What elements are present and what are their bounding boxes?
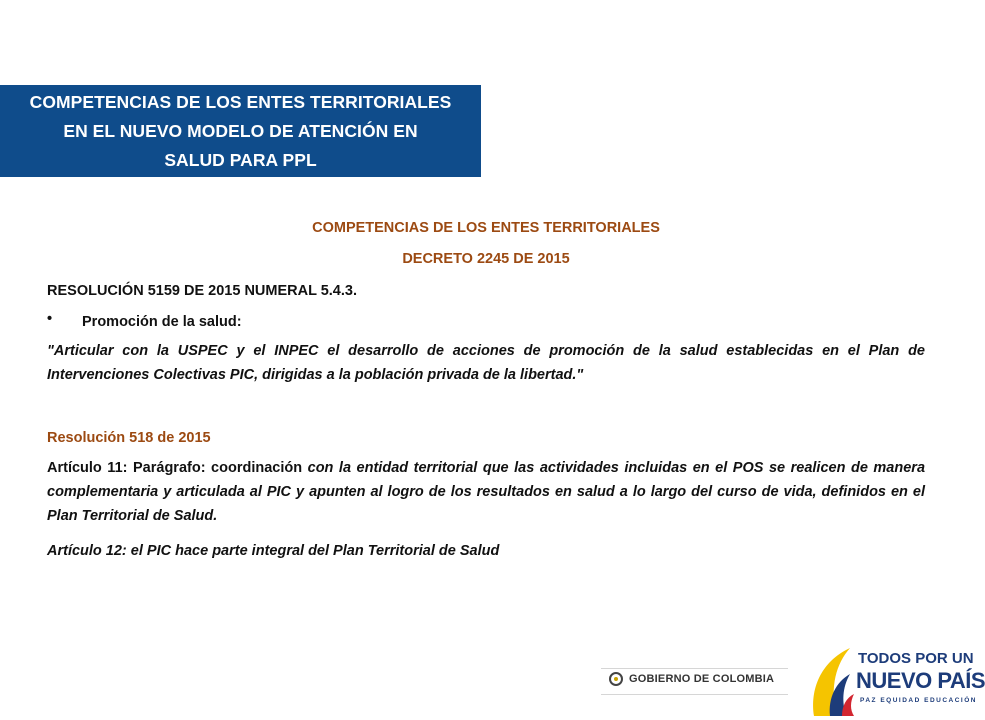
brand-line-2: NUEVO PAÍS	[856, 668, 985, 693]
gobierno-text: GOBIERNO DE COLOMBIA	[629, 673, 775, 685]
articulo-12-line: Artículo 12: el PIC hace parte integral del Plan Territorial de Salud	[47, 543, 500, 559]
articulo-11-paragraph	[47, 456, 925, 528]
resolucion-518-heading: Resolución 518 de 2015	[47, 430, 211, 446]
title-line-2: EN EL NUEVO MODELO DE ATENCIÓN EN	[63, 120, 418, 141]
heading-competencias: COMPETENCIAS DE LOS ENTES TERRITORIALES	[312, 220, 660, 236]
brand-line-3: PAZ EQUIDAD EDUCACIÓN	[860, 697, 977, 704]
articulo-11-rest: con la entidad territorial que las actividades incluidas en el POS se realicen de manera complementaria y articulada al PIC y apunten al logro de los resultados en salud a lo largo del curso de vida, definidos en el Plan Territorial de Salud.	[47, 460, 926, 524]
slide-title-box	[0, 85, 481, 177]
footer-divider-top	[601, 668, 788, 669]
resolucion-5159-line: RESOLUCIÓN 5159 DE 2015 NUMERAL 5.4.3.	[47, 283, 357, 299]
bullet-promocion: Promoción de la salud:	[82, 314, 242, 330]
footer-divider-bottom	[601, 694, 788, 695]
brand-line-1: TODOS POR UN	[858, 650, 974, 667]
colombia-seal-icon	[609, 672, 623, 686]
title-line-1: COMPETENCIAS DE LOS ENTES TERRITORIALES	[29, 91, 452, 112]
bullet-symbol: •	[47, 311, 53, 327]
title-line-3: SALUD PARA PPL	[164, 149, 317, 170]
brand-swoosh-red	[842, 694, 854, 716]
gobierno-logo	[609, 672, 774, 686]
heading-decreto: DECRETO 2245 DE 2015	[402, 251, 570, 267]
quote-paragraph: "Articular con la USPEC y el INPEC el desarrollo de acciones de promoción de la salud establecidas en el Plan de Intervenciones Colectivas PIC, dirigidas a la población privada de la libertad."	[47, 343, 925, 383]
articulo-11-lead: Artículo 11: Parágrafo: coordinación	[47, 460, 303, 476]
